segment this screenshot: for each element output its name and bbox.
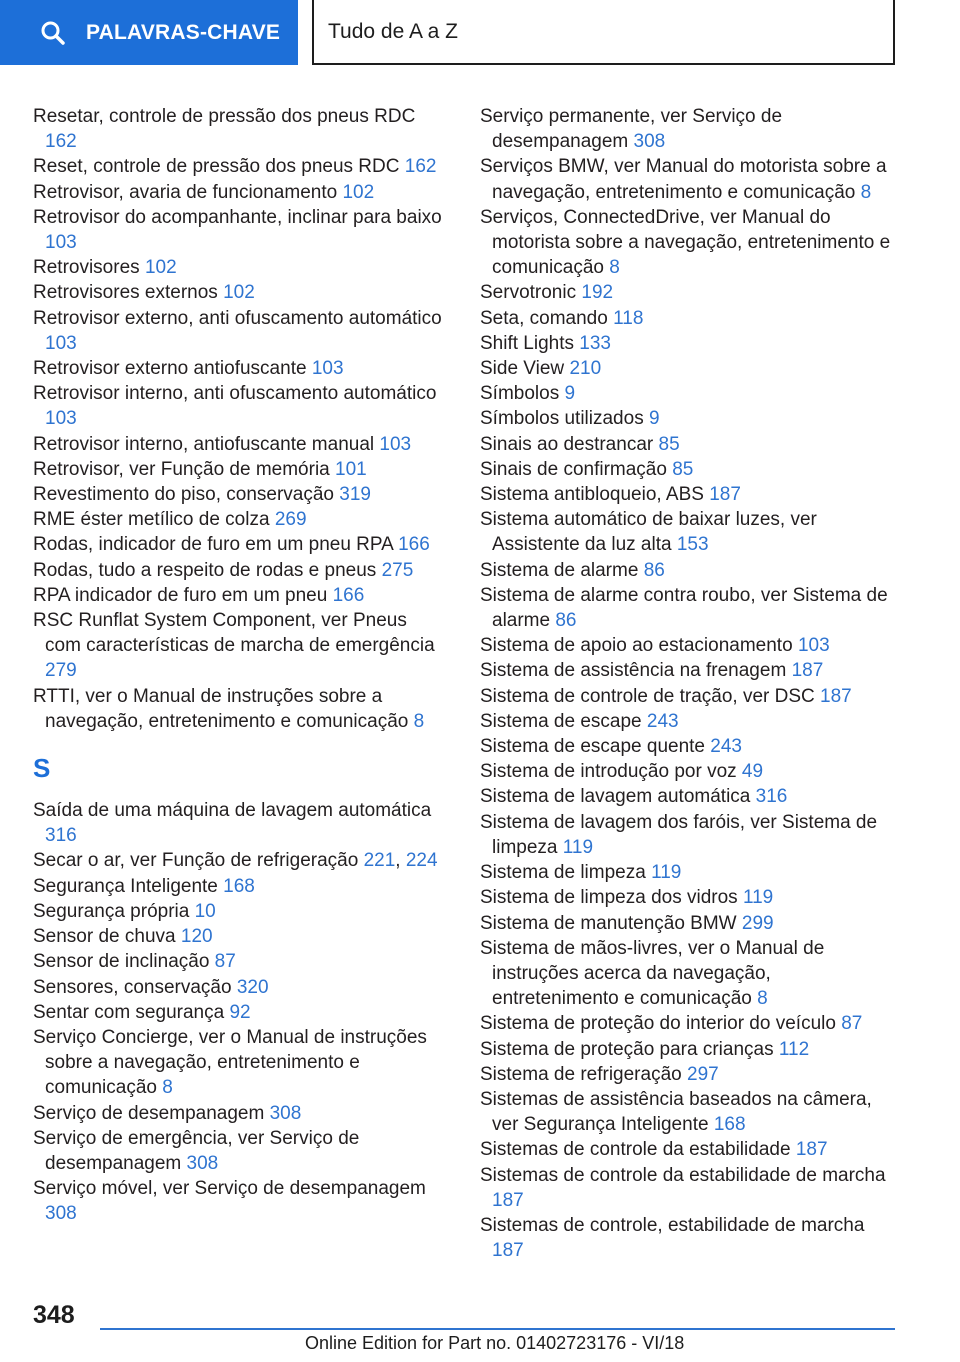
index-entry: [33, 1101, 443, 1126]
index-entry-text: Serviço permanente, ver Serviço de desempanagem: [480, 106, 783, 153]
page-link[interactable]: 119: [651, 862, 682, 884]
page-link[interactable]: 308: [269, 1102, 302, 1124]
index-entry-text: RSC Runflat System Component, ver Pneus com características de marcha de emergência: [33, 610, 435, 657]
index-column-left: [33, 104, 443, 1227]
index-entry-text: Retrovisor do acompanhante, inclinar para baixo: [33, 206, 442, 228]
page-link[interactable]: 168: [713, 1114, 746, 1136]
index-entry: [33, 558, 443, 583]
index-entry: [33, 482, 443, 507]
page-link[interactable]: 9: [564, 383, 576, 405]
page-link[interactable]: 133: [579, 332, 611, 354]
index-entry-text: Serviços BMW, ver Manual do motorista sobre a navegação, entretenimento e comunicação: [480, 156, 887, 203]
index-group-r: [33, 104, 443, 734]
page-link[interactable]: 119: [562, 836, 594, 858]
index-column-right: [480, 104, 900, 1263]
index-entry-text: Shift Lights: [480, 332, 574, 354]
index-entry: [480, 658, 900, 683]
index-entry: [480, 1213, 900, 1263]
index-entry: [480, 558, 900, 583]
index-entry-text: Sistemas de controle da estabilidade de marcha: [480, 1164, 886, 1186]
index-entry: [480, 356, 900, 381]
index-entry: [480, 280, 900, 305]
index-entry-text: Side View: [480, 358, 565, 380]
page-link[interactable]: 119: [742, 887, 774, 909]
index-entry-text: Sistema automático de baixar luzes, ver Assistente da luz alta: [480, 509, 817, 556]
index-entry: [480, 684, 900, 709]
page-link[interactable]: 187: [709, 484, 741, 506]
index-entry-text: Sistema de manutenção BMW: [480, 912, 737, 934]
index-entry: [480, 154, 900, 204]
index-entry-text: Retrovisores externos: [33, 282, 218, 304]
index-entry: [33, 532, 443, 557]
keywords-button-label: PALAVRAS-CHAVE: [86, 20, 281, 44]
page-link[interactable]: 187: [795, 1139, 828, 1161]
index-entry-text: Secar o ar, ver Função de refrigeração: [33, 850, 359, 872]
index-entry-text: RPA indicador de furo em um pneu: [33, 584, 328, 606]
index-entry: [480, 784, 900, 809]
index-entry-text: Sistema de assistência na frenagem: [480, 660, 787, 682]
index-entry: [480, 709, 900, 734]
index-entry: [33, 1126, 443, 1176]
page-link[interactable]: 118: [613, 307, 644, 329]
index-entry: Secar o ar, ver Função de refrigeração 221, 224: [33, 850, 438, 872]
index-entry-text: Símbolos utilizados: [480, 408, 644, 430]
page-link[interactable]: 299: [741, 912, 774, 934]
page-link[interactable]: 192: [581, 282, 614, 304]
page-link[interactable]: 279: [45, 660, 77, 682]
page-link[interactable]: 87: [214, 951, 236, 973]
index-entry: [33, 104, 443, 154]
page-link[interactable]: 86: [555, 610, 577, 632]
page-link[interactable]: 162: [404, 156, 437, 178]
section-letter: S: [33, 753, 51, 784]
index-entry: [480, 306, 900, 331]
page-link[interactable]: 224: [405, 850, 438, 872]
index-entry: [33, 899, 443, 924]
page-link[interactable]: 10: [194, 900, 216, 922]
index-entry-text: Retrovisor, ver Função de memória: [33, 458, 330, 480]
search-icon: [40, 20, 66, 46]
page-link[interactable]: 187: [492, 1189, 524, 1211]
index-entry-text: Segurança Inteligente: [33, 875, 218, 897]
index-entry-text: Resetar, controle de pressão dos pneus RDC: [33, 106, 416, 127]
index-entry: [33, 154, 443, 179]
page-link[interactable]: 120: [180, 926, 213, 948]
index-entry: [33, 255, 443, 280]
index-entry-text: Sensores, conservação: [33, 976, 232, 998]
index-entry: [480, 1011, 900, 1036]
page-link[interactable]: 9: [648, 408, 660, 430]
index-entry: [480, 507, 900, 557]
page-link[interactable]: 112: [778, 1038, 810, 1060]
index-entry-text: Sistema de lavagem dos faróis, ver Sistema de limpeza: [480, 811, 878, 858]
index-entry: [33, 975, 443, 1000]
index-entry-text: Sistema de controle de tração, ver DSC: [480, 685, 815, 707]
index-entry: [33, 280, 443, 305]
index-entry: [33, 1025, 443, 1101]
page-link[interactable]: 243: [646, 710, 679, 732]
page-number: 348: [33, 1301, 75, 1329]
index-entry: [480, 936, 900, 1012]
index-entry-text: RTTI, ver o Manual de instruções sobre a navegação, entretenimento e comunicação: [33, 685, 409, 732]
page-link[interactable]: 8: [757, 988, 768, 1010]
footer-edition: Online Edition for Part no. 01402723176 - VI/18: [305, 1333, 685, 1353]
index-entry-text: Retrovisor interno, antiofuscante manual: [33, 433, 375, 455]
page-link[interactable]: 243: [710, 736, 742, 758]
index-entry: [480, 885, 900, 910]
index-entry: [480, 633, 900, 658]
index-entry-text: Serviço móvel, ver Serviço de desempanagem: [33, 1178, 426, 1200]
index-entry-text: Sensor de inclinação: [33, 951, 210, 973]
a-to-z-tab[interactable]: [312, 0, 895, 65]
page-link[interactable]: 187: [492, 1240, 524, 1262]
index-entry-text: Serviço de desempanagem: [33, 1102, 265, 1124]
index-entry: [480, 432, 900, 457]
page-link[interactable]: 187: [791, 660, 824, 682]
index-entry: [480, 860, 900, 885]
index-entry-text: Retrovisor interno, anti ofuscamento automático: [33, 383, 437, 405]
index-entry: [33, 949, 443, 974]
index-entry-text: Sistemas de controle da estabilidade: [480, 1139, 791, 1161]
page-link[interactable]: 8: [609, 257, 620, 279]
index-entry: [33, 1000, 443, 1025]
index-entry: [480, 734, 900, 759]
page-link[interactable]: 275: [381, 559, 414, 581]
page-link[interactable]: 92: [229, 1001, 251, 1023]
index-entry: [33, 874, 443, 899]
index-entry-text: Sensor de chuva: [33, 926, 176, 948]
page-link[interactable]: 297: [687, 1063, 719, 1085]
index-entry-text: RME éster metílico de colza: [33, 509, 270, 531]
index-entry-text: Sentar com segurança: [33, 1001, 225, 1023]
index-entry-text: Símbolos: [480, 383, 560, 405]
index-entry-text: Sistema de lavagem automática: [480, 786, 751, 808]
page-link[interactable]: 320: [236, 976, 269, 998]
index-entry: [480, 1163, 900, 1213]
page-link[interactable]: 101: [335, 458, 367, 480]
index-entry-text: Serviços, ConnectedDrive, ver Manual do motorista sobre a navegação, entretenimento e comunicação: [480, 206, 891, 279]
index-entry-text: Sistemas de controle, estabilidade de marcha: [480, 1214, 865, 1236]
index-entry-text: Retrovisor externo, anti ofuscamento automático: [33, 307, 442, 329]
page-link[interactable]: 319: [339, 484, 371, 506]
index-entry: [33, 306, 443, 356]
page-link[interactable]: 221: [363, 850, 396, 872]
index-entry-text: Sistema de limpeza: [480, 862, 646, 884]
index-group-s: [33, 798, 443, 1226]
page-link[interactable]: 210: [569, 358, 602, 380]
index-entry-text: Sistema de limpeza dos vidros: [480, 887, 738, 909]
page-link[interactable]: 153: [676, 534, 709, 556]
index-entry-text: Retrovisor, avaria de funcionamento: [33, 181, 338, 203]
page-link[interactable]: 102: [223, 282, 255, 304]
index-entry-text: Sistema de alarme: [480, 559, 639, 581]
footer-divider: [100, 1328, 895, 1330]
page-link[interactable]: 103: [45, 332, 77, 354]
index-entry: [480, 911, 900, 936]
index-entry: [480, 759, 900, 784]
index-entry-text: Sinais de confirmação: [480, 458, 667, 480]
index-entry: [480, 810, 900, 860]
header: [0, 0, 960, 68]
index-entry-text: Sistema de proteção para crianças: [480, 1038, 774, 1060]
page-link[interactable]: 85: [658, 433, 680, 455]
page-link[interactable]: 8: [162, 1077, 173, 1099]
index-entry-text: Retrovisor externo antiofuscante: [33, 358, 307, 380]
index-entry-text: Segurança própria: [33, 900, 190, 922]
index-entry: [480, 1037, 900, 1062]
page-link[interactable]: 102: [144, 257, 177, 279]
index-entry-text: Sistemas de assistência baseados na câmera, ver Segurança Inteligente: [480, 1088, 872, 1136]
page-link[interactable]: 168: [223, 875, 255, 897]
index-entry-text: Saída de uma máquina de lavagem automática: [33, 800, 432, 822]
page-link[interactable]: 85: [672, 458, 694, 480]
page-link[interactable]: 103: [379, 433, 412, 455]
index-entry-text: Reset, controle de pressão dos pneus RDC: [33, 156, 400, 178]
index-entry: [33, 356, 443, 381]
page-link[interactable]: 308: [45, 1203, 77, 1225]
index-entry: [480, 381, 900, 406]
index-entry: [480, 482, 900, 507]
index-entry: [480, 205, 900, 281]
index-entry: [480, 406, 900, 431]
index-entry: [480, 1137, 900, 1162]
index-entry: [480, 1062, 900, 1087]
index-entry-text: Serviço Concierge, ver o Manual de instruções sobre a navegação, entretenimento e comunicação: [33, 1026, 427, 1099]
page-link[interactable]: 166: [332, 584, 365, 606]
page-link[interactable]: 8: [413, 710, 425, 732]
page-link[interactable]: 103: [311, 358, 344, 380]
page-link[interactable]: 87: [841, 1013, 863, 1035]
index-entry-text: Sistema de apoio ao estacionamento: [480, 635, 793, 657]
index-entry-text: Sistema de mãos-livres, ver o Manual de instruções acerca da navegação, entretenimento e comunicação: [480, 937, 825, 1010]
index-entry: [33, 205, 443, 255]
page-link[interactable]: 86: [643, 559, 665, 581]
a-to-z-label: Tudo de A a Z: [328, 19, 458, 43]
index-entry-text: Sistema de escape quente: [480, 736, 705, 758]
page-link[interactable]: 49: [741, 761, 764, 783]
index-entry: [480, 331, 900, 356]
index-group-s-continued: [480, 104, 900, 1263]
page-link[interactable]: 308: [633, 131, 666, 153]
index-entry-text: Seta, comando: [480, 307, 608, 329]
index-entry-text: Sistema de escape: [480, 710, 642, 732]
index-entry: [33, 924, 443, 949]
index-entry-text: Rodas, tudo a respeito de rodas e pneus: [33, 559, 377, 581]
page-link[interactable]: 316: [755, 786, 788, 808]
index-entry-text: Sistema de introdução por voz: [480, 761, 737, 783]
index-entry: [33, 381, 443, 431]
page-link[interactable]: 308: [186, 1152, 219, 1174]
index-entry-text: Servotronic: [480, 282, 577, 304]
index-entry: [33, 583, 443, 608]
index-entry-text: Sistema de refrigeração: [480, 1063, 682, 1085]
index-entry: [33, 684, 443, 734]
index-entry: [33, 1176, 443, 1226]
index-entry: [33, 608, 443, 684]
index-entry-text: Revestimento do piso, conservação: [33, 484, 334, 506]
index-entry: [480, 457, 900, 482]
page-link[interactable]: 269: [274, 509, 307, 531]
page-link[interactable]: 8: [860, 181, 872, 203]
index-entry: [33, 180, 443, 205]
index-entry-text: Rodas, indicador de furo em um pneu RPA: [33, 534, 393, 556]
index-entry: [480, 1087, 900, 1137]
index-entry: [33, 507, 443, 532]
index-entry: [33, 432, 443, 457]
page-link[interactable]: 166: [398, 534, 430, 556]
index-entry-text: Sistema de alarme contra roubo, ver Sistema de alarme: [480, 584, 888, 632]
index-entry-text: Sistema antibloqueio, ABS: [480, 484, 704, 506]
page-link[interactable]: 102: [342, 181, 375, 203]
page-link[interactable]: 103: [45, 408, 77, 430]
page-link[interactable]: 316: [45, 825, 77, 847]
page-link[interactable]: 103: [797, 635, 830, 657]
page-link[interactable]: 103: [45, 232, 77, 254]
index-entry-text: Sinais ao destrancar: [480, 433, 654, 455]
page-link[interactable]: 187: [820, 685, 852, 707]
index-entry: [480, 104, 900, 154]
index-entry-text: Serviço de emergência, ver Serviço de desempanagem: [33, 1127, 360, 1174]
keywords-button[interactable]: [0, 0, 298, 65]
page-link[interactable]: 162: [45, 131, 77, 153]
index-entry-text: Retrovisores: [33, 257, 140, 279]
index-entry: [33, 798, 443, 848]
index-entry: [480, 583, 900, 633]
index-entry: [33, 457, 443, 482]
index-entry-text: Sistema de proteção do interior do veículo: [480, 1013, 836, 1035]
